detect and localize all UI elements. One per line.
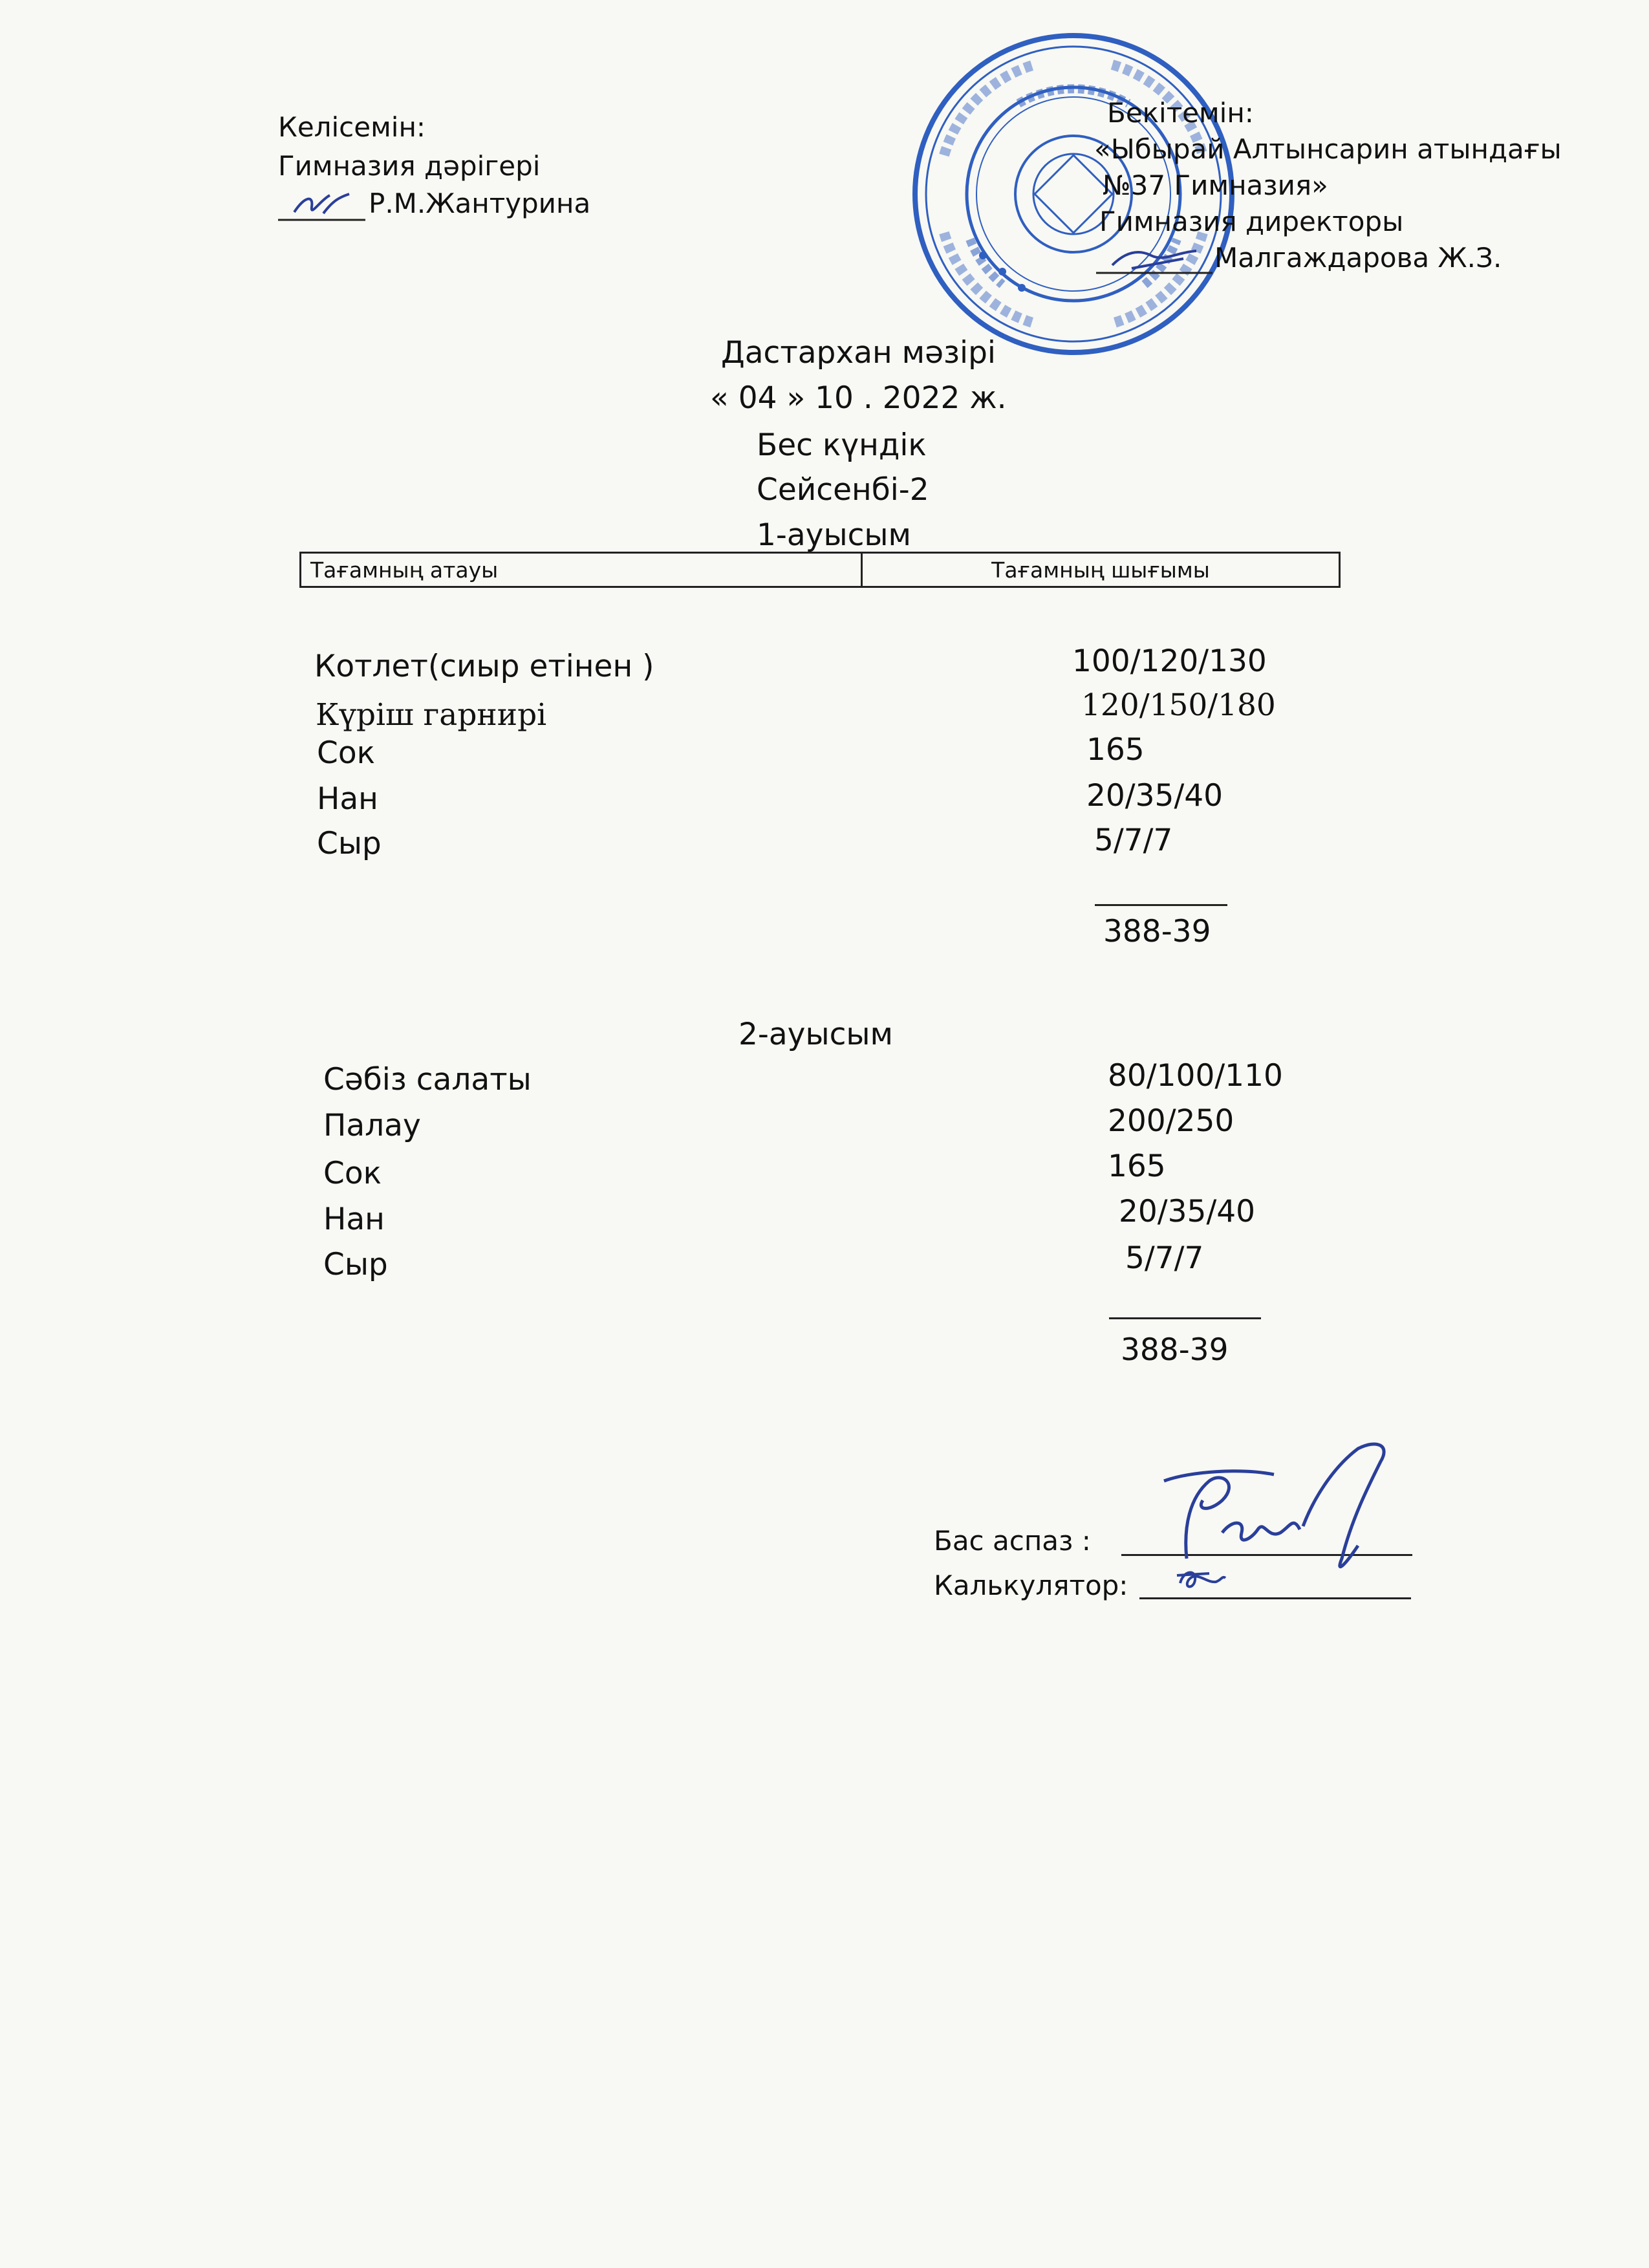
shift1-item-name: Сок xyxy=(317,735,375,771)
column-dish-yield: Тағамның шығымы xyxy=(991,557,1210,583)
shift2-label: 2-ауысым xyxy=(738,1017,893,1052)
menu-table-header xyxy=(299,552,1341,588)
shift1-item-name: Нан xyxy=(317,781,378,817)
approval-right-org-line1: «Ыбырай Алтынсарин атындағы xyxy=(1094,133,1562,165)
shift2-item-yield: 165 xyxy=(1108,1149,1166,1184)
shift1-total-rule xyxy=(1095,904,1227,906)
approval-right-title: Бекітемін: xyxy=(1107,97,1254,129)
column-dish-name: Тағамның атауы xyxy=(301,554,863,586)
approval-right-name: Малгаждарова Ж.З. xyxy=(1214,242,1502,274)
shift2-total: 388-39 xyxy=(1121,1332,1229,1368)
approval-left-name: Р.М.Жантурина xyxy=(369,188,591,219)
shift2-item-name: Палау xyxy=(323,1108,421,1143)
shift1-item-name: Сыр xyxy=(317,826,382,861)
shift2-item-name: Сыр xyxy=(323,1247,388,1282)
calculator-label: Калькулятор: xyxy=(934,1570,1128,1601)
doctor-signature xyxy=(278,188,369,226)
shift2-item-name: Нан xyxy=(323,1202,385,1237)
shift1-item-yield: 20/35/40 xyxy=(1086,778,1223,814)
director-signature xyxy=(1093,239,1216,278)
shift1-item-yield: 100/120/130 xyxy=(1072,643,1267,679)
chef-label: Бас аспаз : xyxy=(934,1525,1091,1557)
shift2-item-yield: 200/250 xyxy=(1108,1103,1234,1139)
shift2-item-yield: 80/100/110 xyxy=(1108,1058,1283,1094)
shift2-item-name: Сок xyxy=(323,1156,382,1191)
shift1-total: 388-39 xyxy=(1103,914,1211,949)
approval-right-role: Гимназия директоры xyxy=(1099,206,1404,237)
shift1-item-yield: 165 xyxy=(1086,732,1145,768)
shift2-item-yield: 20/35/40 xyxy=(1119,1194,1256,1229)
shift2-item-name: Сәбіз салаты xyxy=(323,1062,532,1097)
menu-day: Сейсенбі-2 xyxy=(757,472,929,508)
menu-period: Бес күндік xyxy=(757,427,927,463)
shift1-item-yield: 120/150/180 xyxy=(1081,687,1276,723)
menu-date: « 04 » 10 . 2022 ж. xyxy=(710,380,1007,416)
shift1-item-name: Котлет(сиыр етінен ) xyxy=(314,649,654,684)
menu-title: Дастархан мәзірі xyxy=(721,335,996,371)
shift1-label: 1-ауысым xyxy=(757,517,911,553)
shift1-item-yield: 5/7/7 xyxy=(1094,823,1173,858)
approval-left-title: Келісемін: xyxy=(278,111,426,143)
calculator-signature xyxy=(1170,1564,1229,1596)
shift1-item-name: Күріш гарнирі xyxy=(316,697,547,733)
chef-signature xyxy=(1125,1436,1410,1578)
shift2-total-rule xyxy=(1109,1317,1261,1319)
shift2-item-yield: 5/7/7 xyxy=(1125,1240,1204,1276)
approval-left-role: Гимназия дәрігері xyxy=(278,150,541,182)
calculator-signature-line xyxy=(1139,1597,1411,1599)
approval-right-org-line2: №37 Гимназия» xyxy=(1103,169,1328,201)
